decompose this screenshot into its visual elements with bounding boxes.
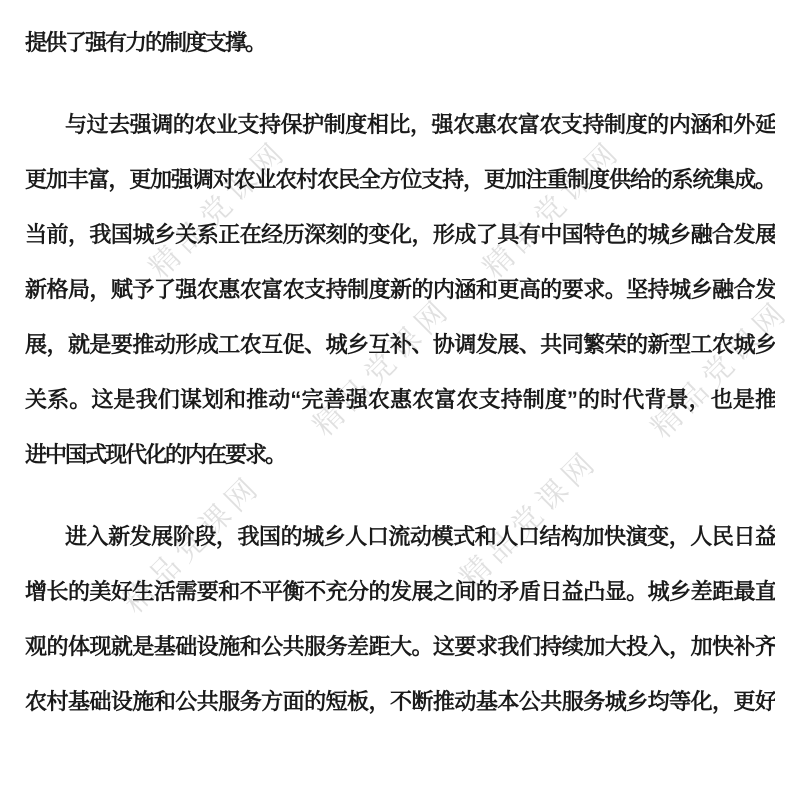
paragraph-line: 展，就是要推动形成工农互促、城乡互补、协调发展、共同繁荣的新型工农城乡 [25, 332, 775, 357]
paragraph-line: 关系。这是我们谋划和推动“完善强农惠农富农支持制度”的时代背景，也是推 [25, 387, 775, 412]
document-body [25, 15, 775, 729]
paragraph-line: 提供了强有力的制度支撑。 [25, 30, 266, 55]
paragraph-line: 增长的美好生活需要和不平衡不充分的发展之间的矛盾日益凸显。城乡差距最直 [25, 579, 775, 604]
paragraph-line: 与过去强调的农业支持保护制度相比，强农惠农富农支持制度的内涵和外延 [65, 112, 775, 137]
watermark-text: 精品党课网 [477, 134, 628, 285]
paragraph-line: 更加丰富，更加强调对农业农村农民全方位支持，更加注重制度供给的系统集成。 [25, 167, 775, 192]
paragraph-line: 进中国式现代化的内在要求。 [25, 442, 286, 467]
paragraph-line: 当前，我国城乡关系正在经历深刻的变化，形成了具有中国特色的城乡融合发展 [25, 222, 775, 247]
paragraph-line: 新格局，赋予了强农惠农富农支持制度新的内涵和更高的要求。坚持城乡融合发 [25, 277, 775, 302]
watermark-text: 精品党课网 [117, 469, 268, 620]
watermark-text: 精品党课网 [307, 292, 458, 443]
paragraph-line: 农村基础设施和公共服务方面的短板，不断推动基本公共服务城乡均等化，更好 [25, 689, 775, 714]
watermark-text: 精品党课网 [143, 134, 294, 285]
watermark-text: 精品党课网 [645, 294, 796, 445]
paragraph-line: 观的体现就是基础设施和公共服务差距大。这要求我们持续加大投入，加快补齐 [25, 634, 775, 659]
paragraph-line: 进入新发展阶段，我国的城乡人口流动模式和人口结构加快演变，人民日益 [65, 524, 775, 549]
watermark-text: 精品党课网 [454, 444, 605, 595]
